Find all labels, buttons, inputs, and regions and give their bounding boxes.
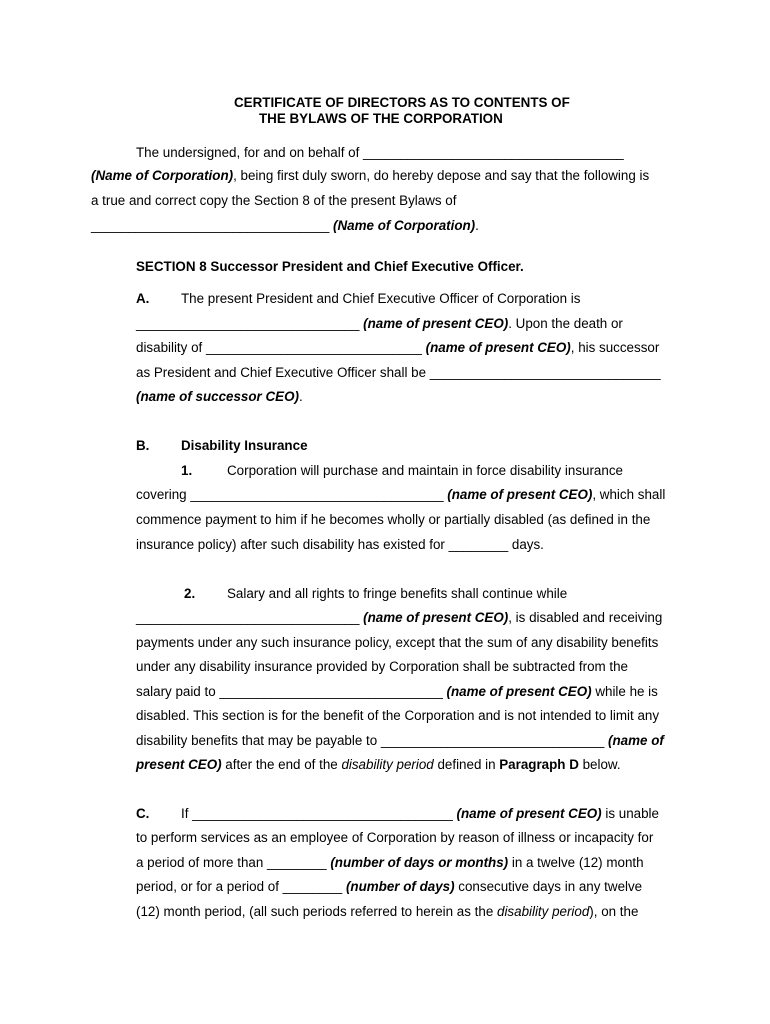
para-b-item-1-line-2: covering __________________________________ (name of present CEO), which shall <box>136 487 666 502</box>
placeholder-name-of-corporation: (Name of Corporation) <box>333 218 476 233</box>
para-a-label: A. <box>136 291 150 306</box>
para-c-line-5: (12) month period, (all such periods referred to herein as the disability period), on the <box>136 904 639 919</box>
para-b-item-2-line-2: ______________________________ (name of present CEO), is disabled and receiving <box>136 610 663 625</box>
para-c-line-3: a period of more than ________ (number of days or months) in a twelve (12) month <box>136 855 644 870</box>
para-a-line-1: The present President and Chief Executive Officer of Corporation is <box>181 291 581 306</box>
para-b-item-1-line-3: commence payment to him if he becomes wholly or partially disabled (as defined in the <box>136 512 651 527</box>
para-b-item-2-line-8: present CEO) after the end of the disability period defined in Paragraph D below. <box>136 757 621 772</box>
para-b-item-2-line-4: under any disability insurance provided by Corporation shall be subtracted from the <box>136 659 629 674</box>
para-b-label: B. <box>136 438 150 453</box>
title-line-2: THE BYLAWS OF THE CORPORATION <box>259 111 503 126</box>
para-b-item-1-line-4: insurance policy) after such disability has existed for ________ days. <box>136 537 544 552</box>
para-b-item-2-line-3: payments under any such insurance policy, except that the sum of any disability benefits <box>136 635 659 650</box>
placeholder-name-of-corporation: (Name of Corporation) <box>91 168 234 183</box>
para-b-heading: Disability Insurance <box>181 438 308 453</box>
para-b-item-2-line-7: disability benefits that may be payable to ______________________________ (name of <box>136 733 664 748</box>
para-a-line-4: as President and Chief Executive Officer shall be _______________________________ <box>136 365 661 380</box>
intro-line-3: a true and correct copy the Section 8 of the present Bylaws of <box>91 193 457 208</box>
intro-line-2: (Name of Corporation), being first duly sworn, do hereby depose and say that the following is <box>91 168 650 183</box>
para-c-label: C. <box>136 806 150 821</box>
para-b-item-1-line-1: Corporation will purchase and maintain in force disability insurance <box>227 463 623 478</box>
para-c-line-1: If ___________________________________ (name of present CEO) is unable <box>181 806 659 821</box>
para-a-line-3: disability of _____________________________ (name of present CEO), his successor <box>136 340 660 355</box>
para-a-line-2: ______________________________ (name of present CEO). Upon the death or <box>136 316 623 331</box>
para-b-item-2-line-6: disabled. This section is for the benefit of the Corporation and is not intended to limit any <box>136 708 660 723</box>
intro-line-4: ________________________________ (Name of Corporation). <box>91 218 479 233</box>
para-b-item-2-line-1: Salary and all rights to fringe benefits shall continue while <box>227 586 568 601</box>
para-c-line-4: period, or for a period of ________ (number of days) consecutive days in any twelve <box>136 879 643 894</box>
section-8-heading: SECTION 8 Successor President and Chief Executive Officer. <box>136 259 524 274</box>
para-b-item-2-line-5: salary paid to ______________________________ (name of present CEO) while he is <box>136 684 658 699</box>
title-line-1: CERTIFICATE OF DIRECTORS AS TO CONTENTS OF <box>234 95 570 110</box>
intro-line-1: The undersigned, for and on behalf of ___________________________________ <box>136 145 624 160</box>
para-b-item-1-number: 1. <box>181 463 193 478</box>
para-c-line-2: to perform services as an employee of Corporation by reason of illness or incapacity for <box>136 830 654 845</box>
para-b-item-2-number: 2. <box>184 586 196 601</box>
para-a-line-5: (name of successor CEO). <box>136 389 303 404</box>
